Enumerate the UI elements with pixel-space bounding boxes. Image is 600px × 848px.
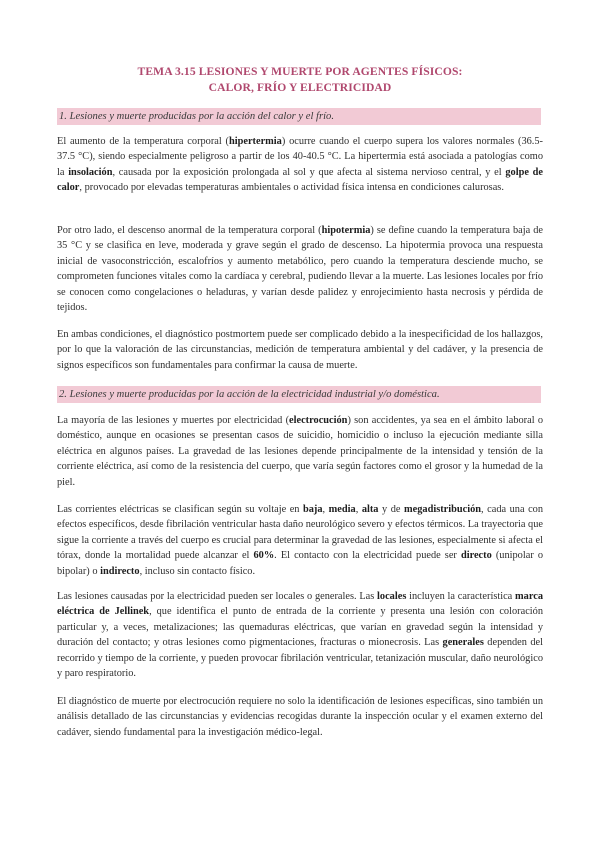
text-run: , provocado por elevadas temperaturas ambientales o actividad física intensa en condiciones calurosas. bbox=[79, 182, 504, 194]
bold-term: insolación bbox=[68, 166, 113, 178]
text-run: El diagnóstico de muerte por electrocución requiere no solo la identificación de lesiones específicas, sino también un análisis detallado de las circunstancias y evidencias recogidas durante la inspección ocular y el examen externo del cadáver, siendo fundamental para la investigación médico-legal. bbox=[57, 696, 543, 738]
text-run: Las corrientes eléctricas se clasifican según su voltaje en bbox=[57, 504, 303, 515]
bold-term: hipotermia bbox=[321, 225, 371, 236]
text-run: ) ocurre cuando el cuerpo supera los valores normales (36.5-37.5 °C), siendo especialmente peligroso a partir de los 40-40.5 °C. La hipertermia está asociada a patologías como la bbox=[57, 136, 543, 178]
title-line-2: CALOR, FRÍO Y ELECTRICIDAD bbox=[208, 81, 392, 94]
paragraph-clasificacion-corrientes bbox=[57, 502, 543, 579]
section-heading-2-text: 2. Lesiones y muerte producidas por la acción de la electricidad industrial y/o doméstica. bbox=[59, 389, 440, 400]
bold-term: generales bbox=[442, 637, 484, 649]
page-title bbox=[0, 64, 600, 96]
text-run: La mayoría de las lesiones y muertes por electricidad ( bbox=[57, 415, 290, 426]
text-run: Por otro lado, el descenso anormal de la temperatura corporal ( bbox=[57, 225, 322, 236]
title-line-1: TEMA 3.15 LESIONES Y MUERTE POR AGENTES FÍSICOS: bbox=[137, 65, 463, 78]
bold-term: golpe de calor bbox=[57, 166, 543, 194]
text-run: , bbox=[322, 504, 329, 515]
section-heading-1 bbox=[57, 108, 541, 125]
text-run: , bbox=[355, 504, 362, 515]
bold-term: hipertermia bbox=[228, 136, 282, 147]
text-run: incluyen la característica bbox=[406, 591, 516, 602]
bold-term: marca eléctrica de Jellinek bbox=[57, 591, 544, 618]
bold-term: 60% bbox=[253, 550, 275, 562]
paragraph-diagnostico-electrocucion bbox=[57, 694, 543, 740]
paragraph-hipertermia bbox=[57, 134, 543, 196]
paragraph-diagnostico-temperatura bbox=[57, 327, 543, 373]
bold-term: locales bbox=[377, 591, 407, 602]
text-run: , causada por la exposición prolongada al sol y que afecta al sistema nervioso central, y el bbox=[112, 166, 506, 178]
text-run: El aumento de la temperatura corporal ( bbox=[57, 136, 229, 147]
bold-term: electrocución bbox=[289, 415, 348, 426]
paragraph-lesiones-locales-generales bbox=[57, 589, 543, 681]
text-run: , incluso sin contacto físico. bbox=[139, 565, 256, 577]
bold-term: megadistribución bbox=[404, 504, 482, 515]
text-run: dependen del recorrido y tiempo de la corriente, y pueden provocar fibrilación ventricular, tetanización muscular, daño neurológico y paro respiratorio. bbox=[57, 637, 543, 680]
section-heading-2 bbox=[57, 386, 541, 403]
paragraph-hipotermia bbox=[57, 223, 543, 315]
bold-term: alta bbox=[361, 504, 379, 515]
text-run: , cada una con efectos específicos, desde fibrilación ventricular hasta daño neurológico severo y efectos térmicos. La trayectoria que sigue la corriente a través del cuerpo es crucial para determinar la gravedad de las lesiones, especialmente si afecta el tórax, donde la mortalidad puede alcanzar el bbox=[57, 504, 544, 562]
bold-term: indirecto bbox=[100, 565, 140, 577]
text-run: En ambas condiciones, el diagnóstico postmortem puede ser complicado debido a la inespecificidad de los hallazgos, por lo que la valoración de las circunstancias, medición de temperatura ambiental y del cadáver, y la presencia de signos específicos son fundamentales para confirmar la causa de muerte. bbox=[57, 329, 543, 371]
bold-term: media bbox=[328, 504, 356, 515]
section-heading-1-text: 1. Lesiones y muerte producidas por la acción del calor y el frío. bbox=[59, 111, 335, 122]
bold-term: directo bbox=[460, 550, 492, 562]
text-run: ) son accidentes, ya sea en el ámbito laboral o doméstico, aunque en ocasiones se presentan casos de suicidio, homicidio o incluso la ejecución mediante silla eléctrica en algunos países. La gravedad de las lesiones depende principalmente de la intensidad y tensión de la corriente eléctrica, así como de la resistencia del cuerpo, que varía según factores como el grosor y la humedad de la piel. bbox=[57, 415, 543, 488]
paragraph-electrocucion bbox=[57, 413, 543, 490]
text-run: ) se define cuando la temperatura baja de 35 °C y se clasifica en leve, moderada y grave según el grado de descenso. La hipotermia provoca una respuesta inicial de vasoconstricción, escalofríos y aumento metabólico, pero cuando la temperatura desciende mucho, se comprometen funciones vitales como la cardíaca y cerebral, pudiendo llevar a la muerte. Las lesiones locales por frío se conocen como congelaciones o heladuras, y varían desde palidez y enrojecimiento hasta necrosis y pérdida de tejidos. bbox=[57, 225, 543, 314]
text-run: , que identifica el punto de entrada de la corriente y presenta una lesión con coloración particular y, a veces, metalizaciones; las quemaduras eléctricas, que varían en gravedad según la intensidad y duración del contacto; y otras lesiones como pigmentaciones, fracturas o mionecrosis. Las bbox=[57, 606, 543, 649]
text-run: Las lesiones causadas por la electricidad pueden ser locales o generales. Las bbox=[57, 591, 378, 602]
bold-term: baja bbox=[303, 504, 323, 515]
text-run: . El contacto con la electricidad puede ser bbox=[274, 550, 461, 562]
text-run: (unipolar o bipolar) o bbox=[57, 550, 544, 577]
text-run: y de bbox=[378, 504, 405, 515]
